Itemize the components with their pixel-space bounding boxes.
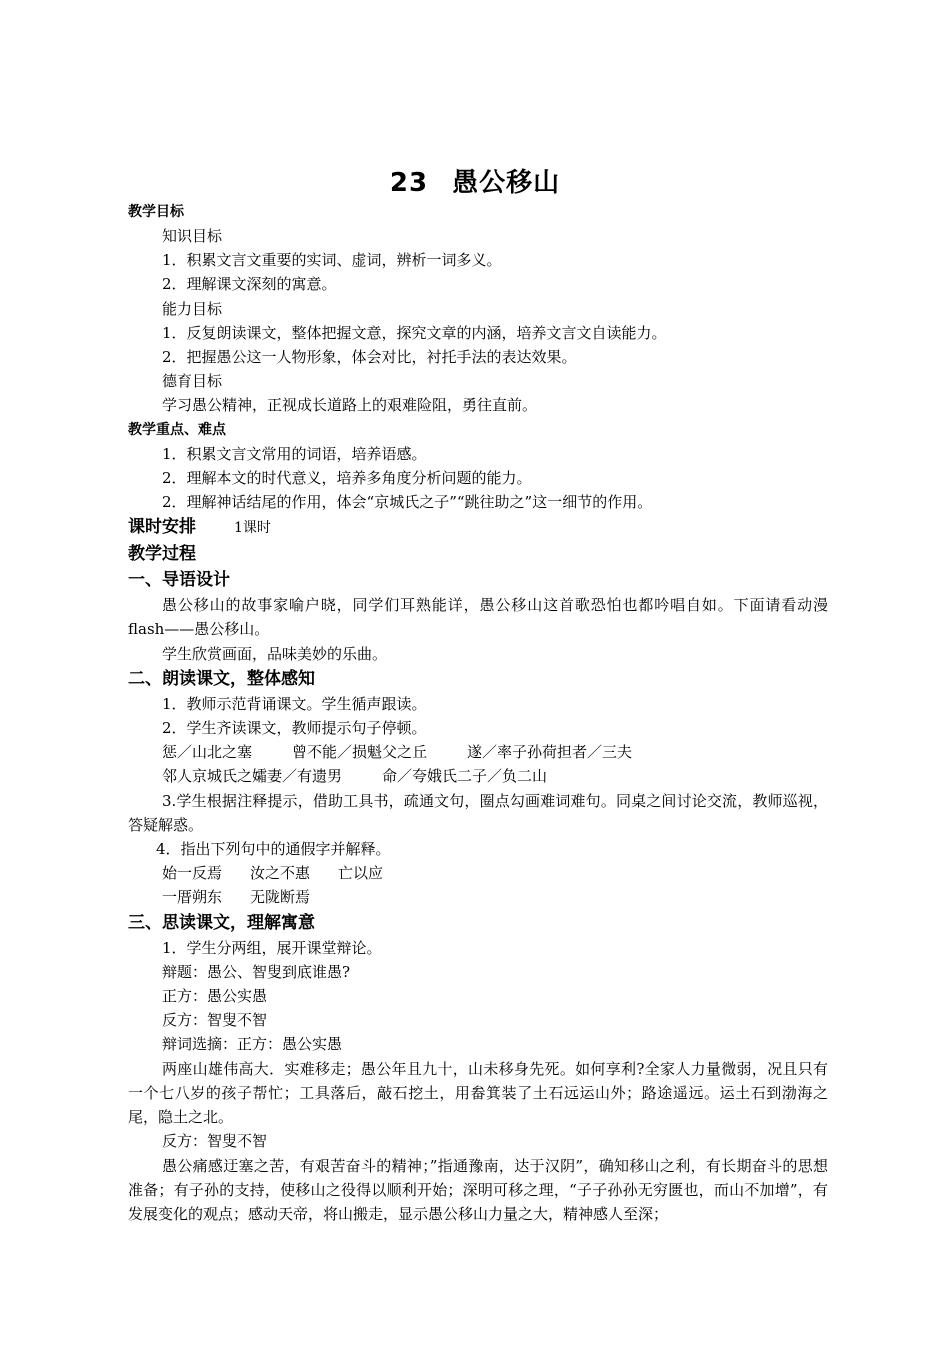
- knowledge-goal-item: 1．积累文言文重要的实词、虚词，辨析一词多义。: [162, 251, 502, 270]
- section-2-step: 1．教师示范背诵课文。学生循声跟读。: [162, 694, 427, 713]
- section-2-step: 2．学生齐读课文，教师提示句子停顿。: [162, 719, 427, 738]
- debate-con: 反方：智叟不智: [162, 1011, 268, 1030]
- pause-example: 惩／山北之塞: [162, 743, 253, 762]
- schedule-heading: [128, 514, 828, 541]
- tongjia-example: 一厝朔东: [162, 888, 223, 907]
- tongjia-example: 始一反焉: [162, 864, 223, 883]
- debate-topic: 辩题：愚公、智叟到底谁愚?: [162, 962, 351, 981]
- lesson-title: 愚公移山: [452, 168, 561, 198]
- section-1-paragraph: 愚公移山的故事家喻户晓，同学们耳熟能详，愚公移山这首歌恐怕也都吟唱自如。下面请看动漫flash——愚公移山。: [128, 596, 828, 639]
- pause-example: 曾不能／损魁父之丘: [292, 743, 428, 762]
- section-1-heading: 一、导语设计: [128, 570, 230, 591]
- section-1-paragraph: 学生欣赏画面，品味美妙的乐曲。: [162, 644, 388, 663]
- key-point-item: 2．理解本文的时代意义，培养多角度分析问题的能力。: [162, 468, 532, 487]
- goals-heading: 教学目标: [128, 204, 184, 220]
- key-points-heading: 教学重点、难点: [128, 421, 226, 438]
- debate-pro: 正方：愚公实愚: [162, 987, 268, 1006]
- schedule-label: 课时安排: [128, 517, 196, 538]
- page-title: [0, 162, 950, 199]
- tongjia-row: [128, 861, 828, 885]
- tongjia-example: 亡以应: [338, 864, 384, 883]
- excerpt-con-label: 反方：智叟不智: [162, 1132, 268, 1151]
- ability-goal-label: 能力目标: [162, 299, 223, 318]
- excerpt-con-text: 愚公痛感迂塞之苦，有艰苦奋斗的精神；”指通豫南，达于汉阴”，确知移山之利，有长期奋斗的思想准备；有子孙的支持，使移山之役得以顺利开始；深明可移之理，“子子孙孙无穷匮也，而山不加增”，有发展变化的观点；感动天帝，将山搬走，显示愚公移山力量之大，精神感人至深；: [128, 1156, 828, 1223]
- key-point-item: 1．积累文言文常用的词语，培养语感。: [162, 444, 427, 463]
- section-3-heading: 三、思读课文，理解寓意: [128, 912, 315, 933]
- tongjia-row: [128, 885, 828, 909]
- lesson-number: 23: [389, 168, 429, 198]
- section-3-step: 1．学生分两组，展开课堂辩论。: [162, 938, 382, 957]
- moral-goal-item: 学习愚公精神，正视成长道路上的艰难险阻，勇往直前。: [162, 396, 538, 415]
- document-body: [128, 200, 828, 1226]
- ability-goal-item: 2．把握愚公这一人物形象，体会对比，衬托手法的表达效果。: [162, 348, 577, 367]
- section-2-step: 4．指出下列句中的通假字并解释。: [156, 840, 391, 859]
- pause-example: 遂／率子孙荷担者／三夫: [467, 743, 633, 762]
- moral-goal-label: 德育目标: [162, 372, 223, 391]
- pause-examples-row: [128, 740, 828, 764]
- section-2-heading: 二、朗读课文，整体感知: [128, 668, 315, 689]
- tongjia-example: 汝之不惠: [250, 864, 311, 883]
- process-heading: 教学过程: [128, 544, 196, 565]
- ability-goal-item: 1．反复朗读课文，整体把握文意，探究文章的内涵，培养文言文自读能力。: [162, 323, 667, 342]
- pause-examples-row: [128, 764, 828, 788]
- excerpt-pro-text: 两座山雄伟高大．实难移走；愚公年且九十，山未移身先死。如何享利?全家人力量微弱，况且只有一个七八岁的孩子帮忙；工具落后，敲石挖土，用畚箕装了土石远运山外；路途遥远。运土石到渤海之尾，隐土之北。: [128, 1059, 828, 1127]
- knowledge-goal-label: 知识目标: [162, 227, 223, 245]
- tongjia-example: 无陇断焉: [250, 888, 311, 907]
- schedule-value: 1课时: [234, 520, 271, 537]
- pause-example: 邻人京城氏之孀妻／有遗男: [162, 767, 343, 786]
- excerpt-pro-label: 辩词选摘：正方：愚公实愚: [162, 1035, 343, 1054]
- section-2-step: 3.学生根据注释提示，借助工具书，疏通文句，圈点勾画难词难句。同桌之间讨论交流，教师巡视，答疑解惑。: [128, 791, 828, 834]
- key-point-item: 2．理解神话结尾的作用，体会“京城氏之子”“跳往助之”这一细节的作用。: [162, 493, 653, 512]
- pause-example: 命／夸娥氏二子／负二山: [382, 767, 548, 786]
- knowledge-goal-item: 2．理解课文深刻的寓意。: [162, 275, 337, 294]
